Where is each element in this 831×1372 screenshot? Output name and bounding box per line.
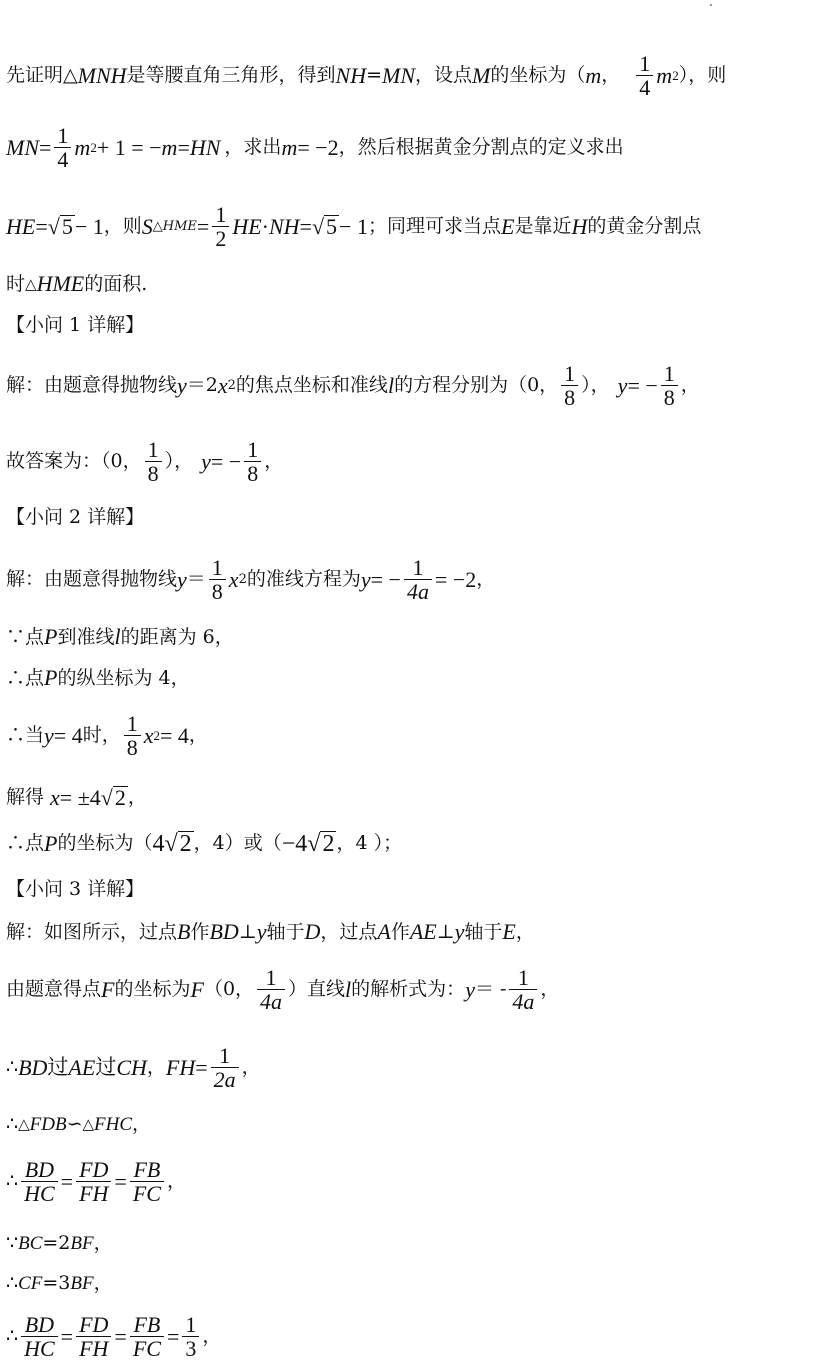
text: ＝ - xyxy=(474,978,507,1001)
math-var: CF xyxy=(18,1273,43,1294)
radicand: 2 xyxy=(322,831,335,857)
fraction xyxy=(209,556,226,603)
denominator: FC xyxy=(130,1181,164,1205)
text: ， xyxy=(241,1056,261,1079)
math-op: = xyxy=(195,1054,208,1080)
text: ∵ xyxy=(6,1232,19,1254)
text: 是靠近 xyxy=(514,215,572,238)
numerator: BD xyxy=(24,1157,55,1182)
math-op: = − xyxy=(210,448,242,474)
text: ＝2 xyxy=(186,374,218,397)
numerator: 1 xyxy=(147,437,159,462)
math-var: m xyxy=(74,134,91,160)
text: 过 xyxy=(95,1055,117,1080)
numerator: 1 xyxy=(219,1043,231,1068)
line-3 xyxy=(6,203,701,250)
fraction xyxy=(124,712,141,759)
math-var: NH xyxy=(268,213,300,239)
text: ∴ xyxy=(6,1170,19,1193)
text: ，4 ）； xyxy=(336,832,403,854)
text: 作 xyxy=(190,920,210,943)
fraction xyxy=(21,1158,58,1205)
math-var: x xyxy=(143,722,154,748)
denominator: FH xyxy=(76,1181,111,1205)
math-var: y xyxy=(465,976,475,1002)
text: ，过点 xyxy=(320,920,378,943)
math-var: P xyxy=(44,665,58,690)
triangle-symbol: △ xyxy=(82,1115,95,1133)
line-2 xyxy=(6,124,624,171)
math-var: CH xyxy=(116,1054,147,1080)
text: = xyxy=(366,64,383,87)
math-var: m xyxy=(656,62,673,88)
text: ＝ xyxy=(186,568,206,591)
denominator: 8 xyxy=(124,735,141,759)
text: 解：由题意得抛物线 xyxy=(6,568,178,591)
denominator: 8 xyxy=(561,385,578,409)
line-14 xyxy=(6,966,559,1013)
line-19 xyxy=(6,1274,113,1293)
fraction xyxy=(404,556,432,603)
text: =2 xyxy=(42,1232,71,1254)
numerator: 1 xyxy=(663,361,675,386)
text: =3 xyxy=(42,1272,71,1294)
line-4 xyxy=(6,273,147,295)
math-op: · xyxy=(261,213,269,239)
math-var: y xyxy=(256,919,267,944)
text: ， xyxy=(264,450,284,473)
line-18 xyxy=(6,1234,113,1253)
text: 的坐标为（ xyxy=(490,64,586,87)
math-op: = −2 xyxy=(434,566,477,592)
math-var: HE xyxy=(232,213,262,239)
denominator: 4 xyxy=(54,147,71,171)
fraction xyxy=(636,52,653,99)
numerator: 1 xyxy=(564,361,576,386)
math-var: y xyxy=(617,372,628,398)
text: ， xyxy=(680,374,700,397)
text: 到准线 xyxy=(57,625,115,648)
numerator: 1 xyxy=(247,437,259,462)
exponent: 2 xyxy=(672,68,679,84)
math-var: BD xyxy=(18,1054,48,1080)
text: ， xyxy=(132,1113,152,1135)
section-heading-3: 【小问 3 详解】 xyxy=(6,878,145,900)
text: 轴于 xyxy=(266,920,305,943)
math-var: P xyxy=(44,830,58,856)
math-op: = xyxy=(114,1323,127,1349)
numerator: 1 xyxy=(517,965,529,990)
math-num: 4 xyxy=(152,830,165,857)
math-op: + 1 = − xyxy=(96,134,162,160)
text: 的纵坐标为 4， xyxy=(57,666,190,689)
fraction xyxy=(212,203,229,250)
math-op: = xyxy=(177,134,190,160)
math-op: = xyxy=(60,1168,74,1194)
scan-speck xyxy=(710,4,712,6)
numerator: FB xyxy=(133,1312,161,1337)
math-var: BF xyxy=(70,1273,94,1294)
math-var: F xyxy=(101,976,115,1002)
math-op: − 1 xyxy=(74,213,104,239)
line-1 xyxy=(6,52,726,99)
text: ，设点 xyxy=(415,64,473,87)
text: ， xyxy=(146,1056,166,1079)
math-var: x xyxy=(228,566,239,592)
math-var: y xyxy=(177,372,187,398)
text: 的方程分别为（0， xyxy=(394,374,559,397)
denominator: 3 xyxy=(182,1336,199,1360)
math-var: AE xyxy=(68,1054,96,1080)
denominator: 8 xyxy=(209,579,226,603)
math-op: = 4 xyxy=(53,722,83,748)
fraction xyxy=(244,438,261,485)
math-var: F xyxy=(190,976,204,1002)
text: 故答案为：（0， xyxy=(6,450,142,473)
numerator: FB xyxy=(133,1157,161,1182)
math-var: NH xyxy=(335,62,367,88)
math-op: = ±4 xyxy=(59,784,101,810)
math-op: − 1 xyxy=(339,213,368,239)
text: 的黄金分割点 xyxy=(587,215,702,238)
math-var: MN xyxy=(382,62,416,88)
fraction xyxy=(182,1313,199,1360)
line-12 xyxy=(6,831,402,856)
text: 先证明 xyxy=(6,64,64,87)
line-17 xyxy=(6,1158,186,1205)
text: 的焦点坐标和准线 xyxy=(235,374,388,397)
math-op: = xyxy=(35,213,48,239)
fraction xyxy=(130,1313,164,1360)
math-var: x xyxy=(217,372,228,398)
math-var: m xyxy=(585,62,602,88)
numerator: 1 xyxy=(412,555,424,580)
math-var: l xyxy=(345,976,352,1002)
section-heading-1: 【小问 1 详解】 xyxy=(6,314,145,336)
line-6 xyxy=(6,438,283,485)
math-op: = xyxy=(196,213,210,239)
denominator: 2a xyxy=(211,1067,239,1091)
fraction xyxy=(76,1158,111,1205)
numerator: BD xyxy=(24,1312,55,1337)
text: 的坐标为 xyxy=(114,978,191,1001)
text: 时， xyxy=(82,724,121,747)
math-var: E xyxy=(500,213,515,239)
denominator: FC xyxy=(130,1336,164,1360)
denominator: 8 xyxy=(661,385,678,409)
text: ， xyxy=(166,1170,186,1193)
text: ∵点 xyxy=(6,625,45,648)
math-var: y xyxy=(201,448,211,474)
math-op: = xyxy=(299,213,312,239)
text: ， xyxy=(601,64,621,87)
radicand: 2 xyxy=(179,831,192,857)
math-var: FH xyxy=(165,1054,196,1080)
math-num: −4 xyxy=(281,830,308,857)
text: 轴于 xyxy=(464,920,503,943)
math-var: FHC xyxy=(94,1114,133,1135)
math-var: BC xyxy=(18,1233,43,1254)
fraction xyxy=(145,438,162,485)
text: ）直线 xyxy=(288,978,346,1001)
numerator: FD xyxy=(79,1312,109,1337)
fraction xyxy=(130,1158,164,1205)
exponent: 2 xyxy=(90,140,97,156)
text: ， xyxy=(93,1272,113,1294)
section-heading-2: 【小问 2 详解】 xyxy=(6,506,145,528)
text: ∴ xyxy=(6,1056,19,1079)
text: ∴ xyxy=(6,1272,19,1294)
radicand: 5 xyxy=(61,214,73,240)
text: ∴当 xyxy=(6,724,45,747)
text: 的准线方程为 xyxy=(246,568,361,591)
line-16 xyxy=(6,1115,151,1134)
fraction xyxy=(561,362,578,409)
text: ， xyxy=(202,1325,222,1348)
fraction xyxy=(76,1313,111,1360)
numerator: 1 xyxy=(211,555,223,580)
triangle-symbol: △ xyxy=(18,1115,30,1133)
radicand: 2 xyxy=(114,785,126,810)
text: ）， xyxy=(164,450,194,473)
text: ， xyxy=(515,920,535,943)
math-var: D xyxy=(304,919,321,944)
math-var: x xyxy=(50,784,60,810)
math-op: = − xyxy=(370,566,401,592)
math-var: BF xyxy=(70,1233,94,1254)
line-11 xyxy=(6,786,147,809)
math-op: = xyxy=(114,1168,127,1194)
math-var: FDB xyxy=(29,1114,67,1135)
text: ，4）或（ xyxy=(193,832,282,854)
text: 的坐标为（ xyxy=(57,832,153,854)
numerator: 1 xyxy=(126,711,138,736)
text: ， xyxy=(93,1232,113,1254)
text: ⊥ xyxy=(436,920,455,943)
text: ）， xyxy=(581,374,610,397)
math-var: BD xyxy=(209,919,239,944)
subscript: △HME xyxy=(152,219,197,235)
numerator: 1 xyxy=(265,965,277,990)
math-var: H xyxy=(571,213,588,239)
text: 解：由题意得抛物线 xyxy=(6,374,178,397)
similar-symbol: ∽ xyxy=(66,1113,83,1135)
radicand: 5 xyxy=(326,214,338,240)
math-var: HN xyxy=(189,134,221,160)
text: （0， xyxy=(203,978,255,1001)
fraction xyxy=(257,966,285,1013)
text: 的面积. xyxy=(84,272,148,295)
denominator: 8 xyxy=(145,461,162,485)
text: ；同理可求当点 xyxy=(367,215,501,238)
denominator: 2 xyxy=(212,226,229,250)
text: 作 xyxy=(390,920,410,943)
triangle-symbol: △ xyxy=(63,64,78,87)
denominator: 4a xyxy=(509,989,537,1013)
line-13 xyxy=(6,921,535,943)
math-var: m xyxy=(281,134,298,160)
denominator: 4a xyxy=(404,579,432,603)
math-var: E xyxy=(502,919,516,944)
exponent: 2 xyxy=(238,572,247,588)
text: 的解析式为： xyxy=(351,978,466,1001)
math-var: m xyxy=(161,134,178,160)
line-5 xyxy=(6,362,700,409)
square-root: √ 5 xyxy=(311,214,338,240)
math-op: = 4 xyxy=(159,722,189,748)
text: 是等腰直角三角形，得到 xyxy=(126,64,336,87)
text: ⊥ xyxy=(238,920,257,943)
math-var: B xyxy=(177,919,191,944)
text: 解：如图所示，过点 xyxy=(6,920,178,943)
math-var: y xyxy=(177,566,187,592)
text: ， xyxy=(476,568,496,591)
math-var: P xyxy=(44,624,58,649)
text: 的距离为 6， xyxy=(120,625,234,648)
line-8 xyxy=(6,626,234,648)
text: ， xyxy=(188,724,208,747)
square-root: √ 2 xyxy=(100,785,126,810)
numerator: 1 xyxy=(185,1312,197,1337)
text: ， xyxy=(127,786,147,808)
fraction xyxy=(509,966,537,1013)
denominator: 8 xyxy=(244,461,261,485)
line-7 xyxy=(6,556,495,603)
math-var: l xyxy=(114,624,121,649)
text: ，然后根据黄金分割点的定义求出 xyxy=(338,136,624,159)
math-op: = xyxy=(60,1323,74,1349)
numerator: 1 xyxy=(215,202,227,227)
text: ∴点 xyxy=(6,832,45,854)
triangle-symbol: △ xyxy=(25,274,37,293)
square-root: √ 2 xyxy=(164,831,192,857)
math-var: S xyxy=(141,213,153,239)
line-20 xyxy=(6,1313,221,1360)
denominator: HC xyxy=(21,1336,58,1360)
denominator: HC xyxy=(21,1181,58,1205)
math-var: M xyxy=(472,62,491,88)
math-var: A xyxy=(377,919,391,944)
math-var: y xyxy=(454,919,465,944)
text: ，则 xyxy=(103,215,142,238)
line-9 xyxy=(6,667,190,689)
exponent: 2 xyxy=(227,378,236,394)
math-var: l xyxy=(387,372,395,398)
text: 由题意得点 xyxy=(6,978,102,1001)
fraction xyxy=(211,1044,239,1091)
fraction xyxy=(661,362,678,409)
numerator: 1 xyxy=(639,51,651,76)
exponent: 2 xyxy=(153,728,160,744)
math-var: y xyxy=(44,722,54,748)
denominator: FH xyxy=(76,1336,111,1360)
text: ∴点 xyxy=(6,666,45,689)
denominator: 4a xyxy=(257,989,285,1013)
text: 解得 xyxy=(6,786,45,808)
text: 过 xyxy=(47,1055,69,1080)
denominator: 4 xyxy=(636,75,653,99)
text: ∴ xyxy=(6,1113,19,1135)
text: ），则 xyxy=(678,64,727,87)
math-var: HME xyxy=(36,271,85,296)
text: ∴ xyxy=(6,1325,19,1348)
fraction xyxy=(21,1313,58,1360)
square-root: √ 5 xyxy=(47,214,73,240)
math-op: = − xyxy=(627,372,658,398)
line-15 xyxy=(6,1044,261,1091)
numerator: 1 xyxy=(57,123,69,148)
math-var: HE xyxy=(6,213,36,239)
text: ，求出 xyxy=(224,136,282,159)
fraction xyxy=(54,124,71,171)
math-op: = xyxy=(166,1323,180,1349)
line-10 xyxy=(6,712,208,759)
text: ， xyxy=(540,978,560,1001)
math-var: MN xyxy=(6,134,39,160)
text: 时 xyxy=(6,272,26,295)
math-var: AE xyxy=(409,919,437,944)
math-op: = xyxy=(39,134,52,160)
math-op: = −2 xyxy=(297,134,339,160)
square-root: √ 2 xyxy=(307,831,335,857)
math-var: MNH xyxy=(77,62,127,88)
math-var: y xyxy=(360,566,371,592)
numerator: FD xyxy=(79,1157,109,1182)
